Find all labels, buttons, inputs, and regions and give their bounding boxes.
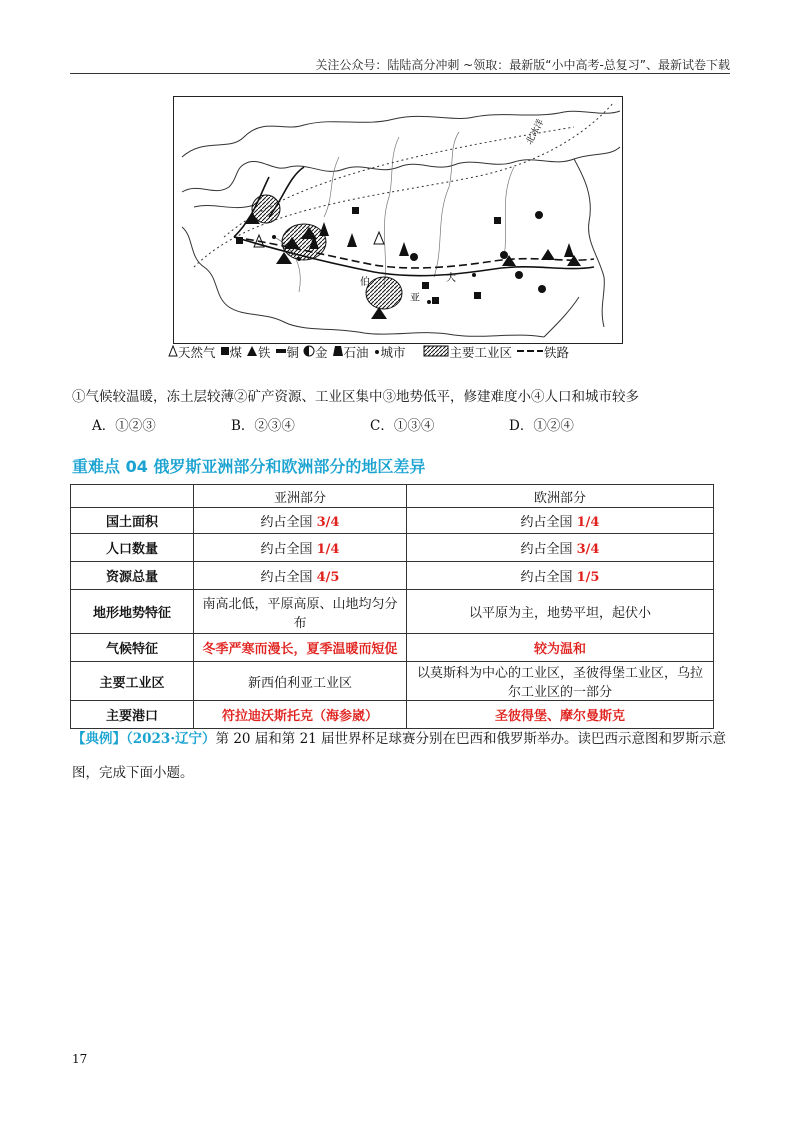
row-label: 人口数量 <box>71 534 194 562</box>
table-row <box>71 534 714 562</box>
railway-icon <box>516 345 544 360</box>
table-header-asia: 亚洲部分 <box>194 485 407 508</box>
legend-industry: 主要工业区 <box>449 345 512 360</box>
table-row <box>71 662 714 701</box>
map-label-siberia-c: 大 <box>446 273 456 284</box>
gold-icon <box>303 345 315 360</box>
legend-copper: 铜 <box>286 345 300 360</box>
city-icon <box>373 345 381 360</box>
industry-icon <box>423 345 449 360</box>
section-title: 重难点 04 俄罗斯亚洲部分和欧洲部分的地区差异 <box>72 457 426 476</box>
resource-symbols <box>236 207 581 319</box>
industry-zone-siberia <box>366 277 402 309</box>
europe-cell: 约占全国 1/5 <box>407 562 714 590</box>
row-label: 国土面积 <box>71 508 194 534</box>
option-b[interactable]: B．②③④ <box>231 418 295 434</box>
asia-cell: 南高北低，平原高原、山地均匀分布 <box>194 590 407 634</box>
europe-cell: 约占全国 1/4 <box>407 508 714 534</box>
row-label: 地形地势特征 <box>71 590 194 634</box>
table-row <box>71 562 714 590</box>
option-d[interactable]: D．①②④ <box>509 418 574 434</box>
legend-iron: 铁 <box>258 345 271 360</box>
example-question <box>72 722 732 790</box>
row-label: 资源总量 <box>71 562 194 590</box>
option-a[interactable]: A．①②③ <box>92 418 156 434</box>
row-label: 气候特征 <box>71 634 194 662</box>
russia-resource-map <box>173 96 623 344</box>
europe-cell: 以莫斯科为中心的工业区，圣彼得堡工业区，乌拉尔工业区的一部分 <box>407 662 714 701</box>
answer-options <box>92 414 648 434</box>
asia-cell: 约占全国 4/5 <box>194 562 407 590</box>
question-statements: ①气候较温暖，冻土层较薄②矿产资源、工业区集中③地势低平，修建难度小④人口和城市较多 <box>72 389 639 405</box>
header-divider <box>70 73 730 74</box>
europe-cell: 圣彼得堡、摩尔曼斯克 <box>407 701 714 729</box>
industry-zone-moscow <box>282 224 326 260</box>
map-legend <box>168 343 638 363</box>
table-header-row <box>71 485 714 508</box>
table-row <box>71 634 714 662</box>
table-row <box>71 508 714 534</box>
map-label-ocean: 北冰洋 <box>524 117 547 147</box>
table-header-blank <box>71 485 194 508</box>
page-number: 17 <box>72 1052 88 1066</box>
example-source: （2023·辽宁） <box>126 731 216 747</box>
example-tag: 【典例】 <box>72 731 126 747</box>
asia-cell: 约占全国 1/4 <box>194 534 407 562</box>
page-header: 关注公众号：陆陆高分冲刺 ~领取：最新版“小中高考-总复习”、最新试卷下载 <box>315 58 730 72</box>
legend-gas: 天然气 <box>178 345 216 360</box>
legend-coal: 煤 <box>229 345 243 360</box>
iron-icon <box>246 345 258 360</box>
asia-cell: 约占全国 3/4 <box>194 508 407 534</box>
arctic-circle <box>224 127 574 237</box>
map-drawing <box>174 97 622 343</box>
table-row <box>71 590 714 634</box>
legend-gold: 金 <box>315 345 328 360</box>
row-label: 主要工业区 <box>71 662 194 701</box>
asia-cell: 冬季严寒而漫长，夏季温暖而短促 <box>194 634 407 662</box>
option-c[interactable]: C．①③④ <box>370 418 435 434</box>
gas-icon <box>168 345 178 360</box>
row-label: 主要港口 <box>71 701 194 729</box>
europe-cell: 较为温和 <box>407 634 714 662</box>
example-text: 第 20 届和第 21 届世界杯足球赛分别在巴西和俄罗斯举办。读巴西示意图和罗斯示意图，完成下面小题。 <box>72 731 727 781</box>
oil-icon <box>332 345 344 360</box>
asia-cell: 新西伯利亚工业区 <box>194 662 407 701</box>
europe-cell: 约占全国 3/4 <box>407 534 714 562</box>
comparison-table <box>70 484 714 729</box>
map-label-siberia-b: 亚 <box>410 293 420 304</box>
asia-cell: 符拉迪沃斯托克（海参崴） <box>194 701 407 729</box>
table-header-europe: 欧洲部分 <box>407 485 714 508</box>
map-label-siberia-a: 伯 <box>360 277 370 288</box>
europe-cell: 以平原为主，地势平坦，起伏小 <box>407 590 714 634</box>
copper-icon <box>275 345 287 360</box>
legend-railway: 铁路 <box>543 345 569 360</box>
legend-oil: 石油 <box>343 345 369 360</box>
coal-icon <box>220 345 230 360</box>
legend-city: 城市 <box>380 345 406 360</box>
